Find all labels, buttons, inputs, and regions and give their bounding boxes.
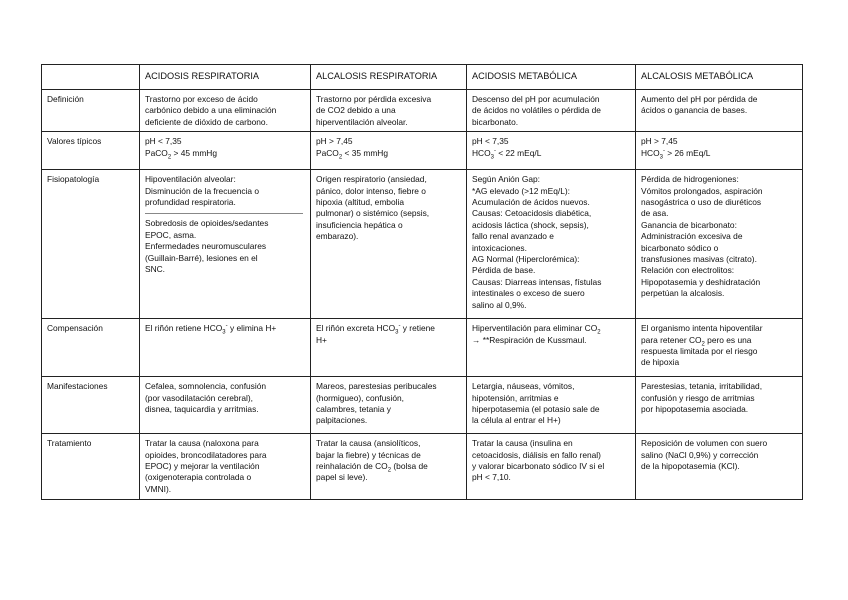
cell-compensacion-alcalosis-met [636,319,803,377]
text-line: fallo renal avanzado e [472,231,554,242]
text-line: Relación con electrolitos: [641,265,735,276]
row-definicion [42,90,803,132]
text-line: (hormigueo), confusión, [316,392,404,403]
value-line: pH > 7,45 [641,136,678,147]
text-line: Enfermedades neuromusculares [145,241,267,252]
text-line: y valorar bicarbonato sódico IV si el [472,461,605,472]
text-line: hiperpotasemia (el potasio sale de [472,404,600,415]
cell-fisiopatologia-alcalosis-resp [311,170,467,319]
text-line: profundidad respiratoria. [145,197,236,208]
text-line: bicarbonato. [472,116,519,127]
cell-valores-alcalosis-met [636,132,803,170]
cell-definicion-acidosis-met [467,90,636,132]
text-line: Descenso del pH por acumulación [472,94,600,104]
text-line: → **Respiración de Kussmaul. [472,334,587,345]
text-line: bicarbonato sódico o [641,242,719,253]
text-line: Origen respiratorio (ansiedad, [316,174,427,185]
text-line: Pérdida de hidrogeniones: [641,174,739,185]
text-line: de la hipopotasemia (KCl). [641,461,740,472]
text-line: confusión y riesgo de arritmias [641,392,755,403]
header-alcalosis-respiratoria: ALCALOSIS RESPIRATORIA [311,65,467,90]
cell-valores-alcalosis-resp [311,132,467,170]
row-label-definicion: Definición [42,90,140,132]
fisiopatologia-mecanismo [145,174,305,208]
text-line: Causas: Diarreas intensas, fístulas [472,276,602,287]
text-line: cetoacidosis, diálisis en fallo renal) [472,449,601,460]
text-line: El organismo intenta hipoventilar [641,323,763,334]
cell-definicion-acidosis-resp [140,90,311,132]
text-line: Vómitos prolongados, aspiración [641,185,763,196]
text-line: salino al 0,9%. [472,299,527,310]
text-line: deficiente de dióxido de carbono. [145,116,268,127]
cell-tratamiento-alcalosis-resp [311,434,467,500]
cell-tratamiento-alcalosis-met [636,434,803,500]
cell-compensacion-acidosis-resp [140,319,311,377]
text-line: intestinales o exceso de suero [472,288,585,299]
text-line: de asa. [641,208,669,219]
header-alcalosis-metabolica: ALCALOSIS METABÓLICA [636,65,803,90]
row-label-tratamiento: Tratamiento [42,434,140,500]
text-line: Trastorno por exceso de ácido [145,94,258,104]
value-line: PaCO$_2$ > 45 mmHg [145,147,218,161]
text-line: palpitaciones. [316,415,368,426]
text-line: Hipopotasemia y deshidratación [641,276,761,287]
cell-fisiopatologia-acidosis-met [467,170,636,319]
text-line: insuficiencia hepática o [316,219,403,230]
text-line: Acumulación de ácidos nuevos. [472,197,590,208]
row-tratamiento [42,434,803,500]
text-line: bajar la fiebre) y técnicas de [316,449,421,460]
text-line: EPOC, asma. [145,229,197,240]
text-line: El riñón excreta $HCO_3^-$ y retiene [316,323,435,336]
text-line: Mareos, parestesias peribucales [316,381,437,392]
cell-definicion-alcalosis-resp [311,90,467,132]
text-line: Tratar la causa (insulina en [472,438,573,449]
text-line: acidosis láctica (shock, sepsis), [472,219,589,230]
text-line: de hipoxia [641,357,680,368]
cell-valores-acidosis-resp [140,132,311,170]
text-line: *AG elevado (>12 mEq/L): [472,185,570,196]
row-valores [42,132,803,170]
cell-valores-acidosis-met [467,132,636,170]
text-line: H+ [316,334,327,345]
value-line: pH > 7,45 [316,136,353,147]
text-line: El riñón retiene $HCO_3^-$ y elimina H+ [145,323,277,336]
compensacion-resto [641,346,797,369]
text-line: Hiperventilación para eliminar $CO_2$ [472,323,601,336]
text-line: por hipopotasemia asociada. [641,404,749,415]
text-line: reinhalación de $CO_2$ (bolsa de [316,461,428,474]
text-line: perpetúan la alcalosis. [641,288,725,299]
text-line: Hipoventilación alveolar: [145,174,236,185]
cell-manifestaciones-alcalosis-met [636,377,803,434]
row-label-manifestaciones: Manifestaciones [42,377,140,434]
value-line: PaCO$_2$ < 35 mmHg [316,147,389,161]
text-line: Causas: Cetoacidosis diabética, [472,208,592,219]
text-line: Tratar la causa (ansiolíticos, [316,438,421,449]
text-line: hipoxia (altitud, embolia [316,197,404,208]
text-line: de CO2 debido a una [316,105,396,116]
text-line: Cefalea, somnolencia, confusión [145,381,267,392]
text-line: (oxigenoterapia controlada o [145,472,252,483]
text-line: para retener $CO_2$ pero es una [641,334,752,348]
row-label-fisiopatologia: Fisiopatología [42,170,140,319]
text-line: calambres, tetania y [316,404,391,415]
text-line: papel si leve). [316,472,368,483]
divider [145,213,303,214]
text-line: Ganancia de bicarbonato: [641,219,737,230]
text-line: hipotensión, arritmias e [472,392,559,403]
text-line: pánico, dolor intenso, fiebre o [316,185,426,196]
text-line: intoxicaciones. [472,242,527,253]
cell-compensacion-acidosis-met [467,319,636,377]
text-line: de ácidos no volátiles o pérdida de [472,105,601,116]
text-line: Sobredosis de opioides/sedantes [145,218,269,229]
text-line: transfusiones masivas (citrato). [641,254,757,265]
text-line: VMNI). [145,483,172,494]
header-blank [42,65,140,90]
text-line: (Guillain-Barré), lesiones en el [145,252,258,263]
fisiopatologia-causas [145,218,305,275]
text-line: carbónico debido a una eliminación [145,105,277,116]
cell-tratamiento-acidosis-met [467,434,636,500]
value-line: pH < 7,35 [145,136,182,147]
text-line: pH < 7,10. [472,472,511,483]
comparison-table [41,64,803,500]
cell-manifestaciones-acidosis-met [467,377,636,434]
text-line: AG Normal (Hiperclorémica): [472,254,580,265]
text-line: Aumento del pH por pérdida de [641,94,758,104]
cell-fisiopatologia-alcalosis-met [636,170,803,319]
text-line: nasogástrica o uso de diuréticos [641,197,762,208]
cell-definicion-alcalosis-met [636,90,803,132]
header-acidosis-respiratoria: ACIDOSIS RESPIRATORIA [140,65,311,90]
header-row [42,65,803,90]
cell-manifestaciones-acidosis-resp [140,377,311,434]
value-line: pH < 7,35 [472,136,509,147]
text-line: Trastorno por pérdida excesiva [316,94,432,104]
value-line: $HCO_3^- > 26$ mEq/L [641,147,711,161]
cell-tratamiento-acidosis-resp [140,434,311,500]
text-line: disnea, taquicardia y arritmias. [145,404,259,415]
cell-fisiopatologia-acidosis-resp [140,170,311,319]
text-line: Tratar la causa (naloxona para [145,438,259,449]
header-acidosis-metabolica: ACIDOSIS METABÓLICA [467,65,636,90]
row-manifestaciones [42,377,803,434]
text-line: embarazo). [316,231,359,242]
text-line: la célula al entrar el H+) [472,415,561,426]
value-line: $HCO_3^- < 22$ mEq/L [472,147,542,161]
text-line: SNC. [145,264,166,275]
row-label-valores: Valores típicos [42,132,140,170]
text-line: hiperventilación alveolar. [316,116,408,127]
text-line: Reposición de volumen con suero [641,438,768,449]
text-line: Disminución de la frecuencia o [145,185,260,196]
cell-compensacion-alcalosis-resp [311,319,467,377]
text-line: opioides, broncodilatadores para [145,449,267,460]
text-line: Letargia, náuseas, vómitos, [472,381,575,392]
row-fisiopatologia [42,170,803,319]
text-line: respuesta limitada por el riesgo [641,346,758,357]
row-label-compensacion: Compensación [42,319,140,377]
text-line: Según Anión Gap: [472,174,540,185]
text-line: Pérdida de base. [472,265,536,276]
cell-manifestaciones-alcalosis-resp [311,377,467,434]
text-line: Parestesias, tetania, irritabilidad, [641,381,763,392]
text-line: Administración excesiva de [641,231,743,242]
text-line: EPOC) y mejorar la ventilación [145,461,260,472]
text-line: pulmonar) o sistémico (sepsis, [316,208,430,219]
text-line: (por vasodilatación cerebral), [145,392,253,403]
row-compensacion [42,319,803,377]
text-line: ácidos o ganancia de bases. [641,105,748,116]
text-line: salino (NaCl 0,9%) y corrección [641,449,759,460]
